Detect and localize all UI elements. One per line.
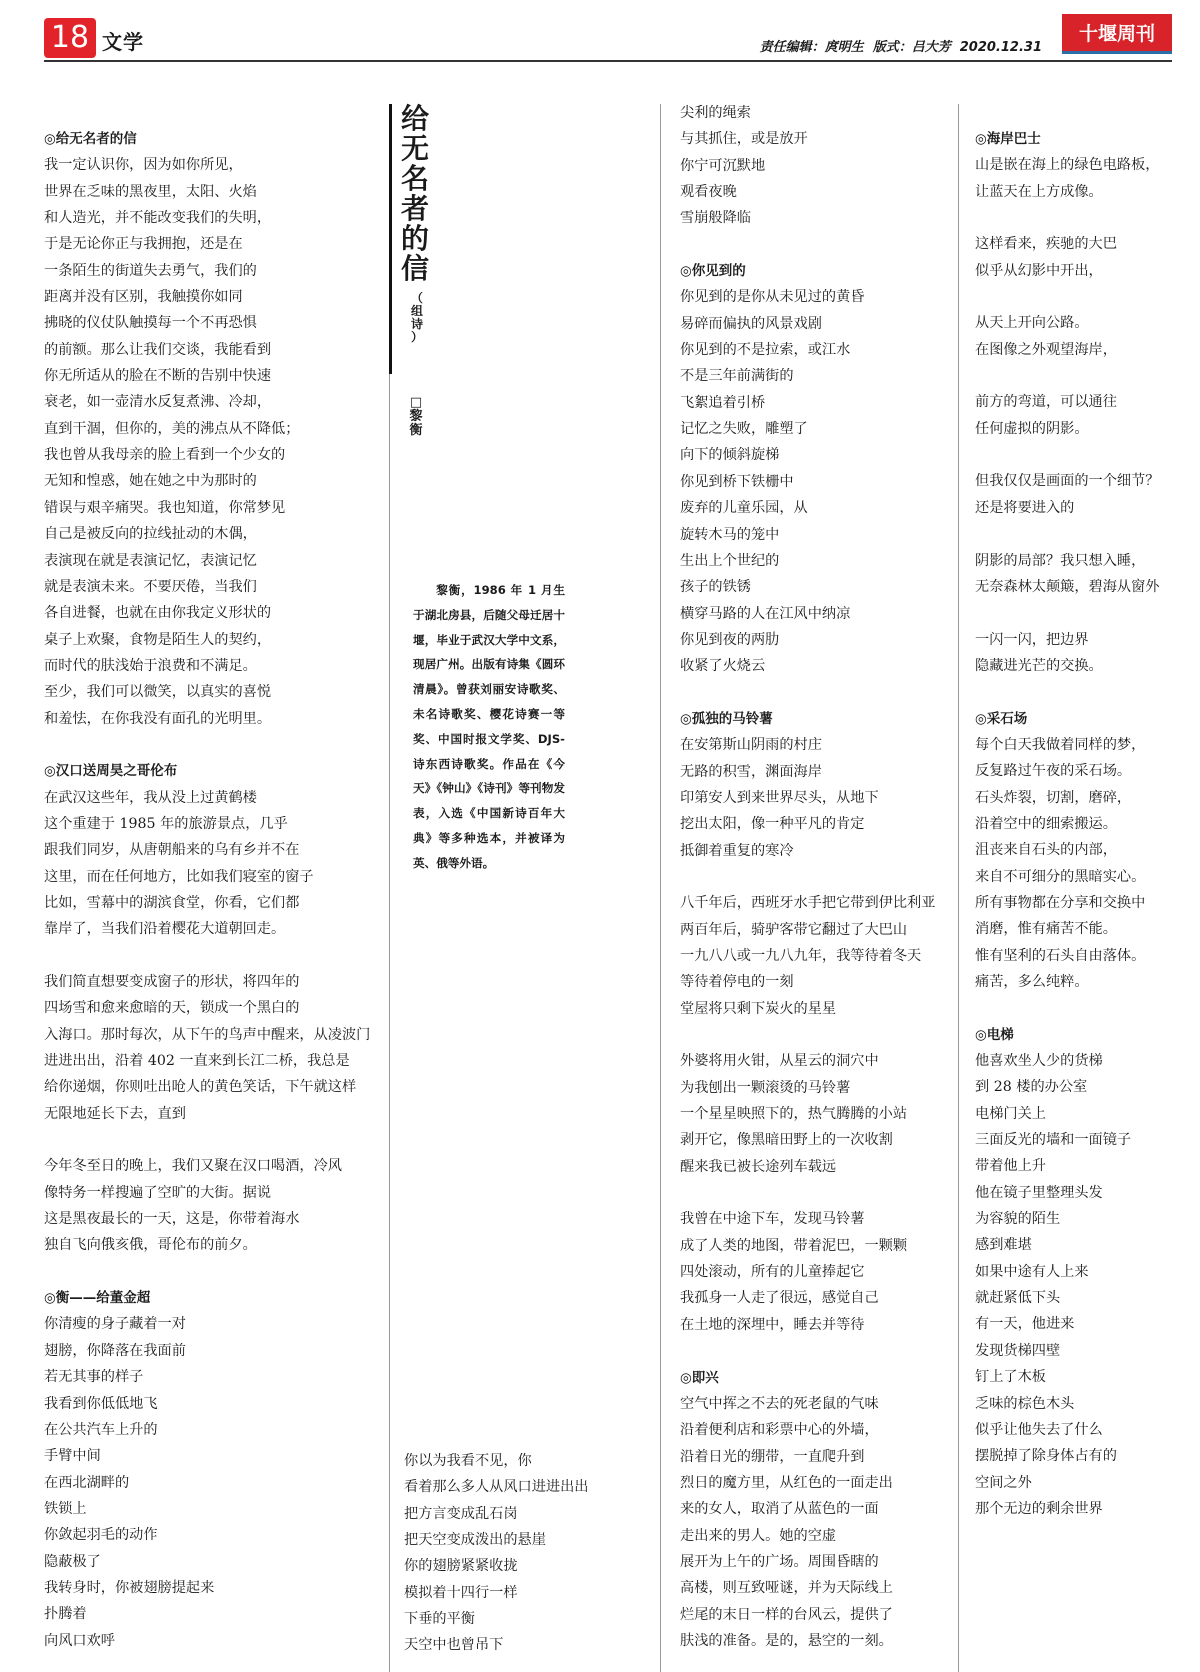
poem-line: 一闪一闪，把边界	[975, 631, 1089, 648]
poem-line: 翅膀，你降落在我面前	[44, 1342, 186, 1359]
editor-credits: 责任编辑：庹明生 版式：吕大芳 2020.12.31	[759, 40, 1042, 55]
poem-line: 你见到夜的两肋	[680, 631, 780, 648]
poem-line: 不是三年前满街的	[680, 368, 794, 385]
poem-line: 有一天，他进来	[975, 1316, 1075, 1333]
poem-line: 旋转木马的笼中	[680, 526, 780, 543]
poem-line: 比如，雪幕中的湖滨食堂，你看，它们都	[44, 894, 300, 911]
poem-line: 来自不可细分的黑暗实心。	[975, 868, 1146, 885]
poem-line: 就是表演未来。不要厌倦，当我们	[44, 578, 257, 595]
poem-line: 这里，而在任何地方，比如我们寝室的窗子	[44, 868, 314, 885]
poem-heading: ◎衡——给董金超	[44, 1290, 151, 1307]
poem-line: 的前额。那么让我们交谈，我能看到	[44, 341, 272, 358]
poem-line: 各自进餐，也就在由你我定义形状的	[44, 605, 272, 622]
column-2-poem	[404, 1448, 588, 1659]
poem-line: 在西北湖畔的	[44, 1474, 130, 1491]
poem-heading: ◎电梯	[975, 1026, 1014, 1043]
poem-line: 若无其事的样子	[44, 1369, 144, 1386]
poem-line: 让蓝天在上方成像。	[975, 183, 1103, 200]
poem-line	[975, 205, 1159, 231]
poem-line: 我转身时，你被翅膀提起来	[44, 1579, 215, 1596]
poem-line: 世界在乏味的黑夜里，太阳、火焰	[44, 183, 257, 200]
poem-line: 错误与艰辛痛哭。我也知道，你常梦见	[44, 499, 286, 516]
poem-line: 你敛起羽毛的动作	[44, 1527, 158, 1544]
poem-line: 展开为上午的广场。周围昏瞎的	[680, 1553, 879, 1570]
title-rule	[389, 104, 392, 374]
poem-line: 反复路过午夜的采石场。	[975, 763, 1132, 780]
poem-heading: ◎汉口送周昊之哥伦布	[44, 763, 178, 780]
poem-line: 我一定认识你，因为如你所见，	[44, 157, 243, 174]
poem-line: 消磨，惟有痛苦不能。	[975, 921, 1117, 938]
poem-line: 你的翅膀紧紧收拢	[404, 1558, 518, 1575]
poem-line: 废弃的儿童乐园，从	[680, 500, 808, 517]
poem-line: 尖利的绳索	[680, 105, 751, 121]
poem-line	[975, 284, 1159, 310]
poem-line: 收紧了火烧云	[680, 658, 766, 675]
title-subtitle: （ 组 诗 ）	[410, 291, 423, 344]
poem-line: 你见到桥下铁栅中	[680, 473, 794, 490]
poem-line: 跟我们同岁，从唐朝船来的乌有乡并不在	[44, 842, 300, 859]
poem-line: 表演现在就是表演记忆，表演记忆	[44, 552, 257, 569]
poem-line: 如果中途有人上来	[975, 1263, 1089, 1280]
poem-line: 把方言变成乱石岗	[404, 1505, 518, 1522]
poem-line: 手臂中间	[44, 1448, 101, 1465]
poem-line: 至少，我们可以微笑，以真实的喜悦	[44, 684, 272, 701]
poem-line	[975, 363, 1159, 389]
poem-line: 隐蔽极了	[44, 1553, 101, 1570]
poem-line: 两百年后，骑驴客带它翻过了大巴山	[680, 921, 908, 938]
poem-line: 靠岸了，当我们沿着樱花大道朝回走。	[44, 921, 286, 938]
poem-line: 我孤身一人走了很远，感觉自己	[680, 1290, 879, 1307]
newspaper-logo: 十堰周刊	[1062, 14, 1172, 54]
poem-line: 成了人类的地图，带着泥巴，一颗颗	[680, 1237, 908, 1254]
poem-line: 来的女人，取消了从蓝色的一面	[680, 1501, 879, 1518]
poem-line: 在武汉这些年，我从没上过黄鹤楼	[44, 789, 257, 806]
poem-line: 你以为我看不见，你	[404, 1453, 532, 1469]
poem-line: 带着他上升	[975, 1158, 1046, 1175]
poem-heading: ◎给无名者的信	[44, 131, 137, 147]
poem-line: 抵御着重复的寒冷	[680, 842, 794, 859]
poem-line: 但我仅仅是画面的一个细节？	[975, 473, 1160, 490]
poem-line: 把天空变成泼出的悬崖	[404, 1532, 546, 1549]
poem-line: 距离并没有区别，我触摸你如同	[44, 289, 243, 306]
poem-line: 扑腾着	[44, 1606, 87, 1623]
poem-line: 就赶紧低下头	[975, 1290, 1061, 1307]
poem-line: 三面反光的墙和一面镜子	[975, 1132, 1132, 1149]
page-number: 18	[44, 18, 96, 58]
poem-line: 山是嵌在海上的绿色电路板，	[975, 157, 1160, 174]
poem-line: 他喜欢坐人少的货梯	[975, 1053, 1103, 1070]
poem-line	[680, 680, 935, 706]
poem-line: 沮丧来自石头的内部，	[975, 842, 1117, 859]
poem-line: 一条陌生的街道失去勇气，我们的	[44, 262, 257, 279]
poem-line: 无知和惶惑，她在她之中为那时的	[44, 473, 257, 490]
poem-line: 外婆将用火钳，从星云的洞穴中	[680, 1053, 879, 1070]
poem-line	[680, 1022, 935, 1048]
poem-line: 我也曾从我母亲的脸上看到一个少女的	[44, 447, 286, 464]
poem-line: 在公共汽车上升的	[44, 1421, 158, 1438]
poem-line: 堂屋将只剩下炭火的星星	[680, 1000, 837, 1017]
poem-line: 像特务一样搜遍了空旷的大街。据说	[44, 1184, 272, 1201]
poem-line: 雪崩般降临	[680, 210, 751, 227]
poem-line: 记忆之失败，雕塑了	[680, 421, 808, 438]
section-name: 文学	[102, 30, 144, 54]
poem-heading: ◎采石场	[975, 710, 1028, 727]
poem-line: 你无所适从的脸在不断的告别中快速	[44, 368, 272, 385]
poem-line: 从天上开向公路。	[975, 315, 1089, 332]
poem-line: 与其抓住，或是放开	[680, 131, 808, 148]
poem-line: 和人造光，并不能改变我们的失明，	[44, 210, 272, 227]
poem-line: 高楼，则互致哑谜，并为天际线上	[680, 1580, 893, 1597]
poem-line: 这是黑夜最长的一天，这是，你带着海水	[44, 1211, 300, 1228]
poem-line: 于是无论你正与我拥抱，还是在	[44, 236, 243, 253]
poem-line	[44, 732, 370, 758]
poem-heading: ◎你见到的	[680, 263, 746, 280]
poem-line: 直到干涸，但你的，美的沸点从不降低；	[44, 420, 300, 437]
poem-line: 今年冬至日的晚上，我们又聚在汉口喝酒，冷风	[44, 1158, 342, 1175]
poem-line: 石头炸裂，切割，磨碎，	[975, 789, 1132, 806]
poem-line: 痛苦，多么纯粹。	[975, 974, 1089, 990]
poem-line: 醒来我已被长途列车载远	[680, 1158, 837, 1175]
poem-title: 给 无 名 者 的 信	[400, 102, 429, 285]
poem-line: 为容貌的陌生	[975, 1211, 1061, 1228]
poem-line: 八千年后，西班牙水手把它带到伊比利亚	[680, 895, 936, 912]
poem-line: 似乎从幻影中开出，	[975, 262, 1103, 279]
poem-line: 肤浅的准备。是的，悬空的一刻。	[680, 1632, 893, 1649]
poem-line: 一九八八或一九八九年，我等待着冬天	[680, 948, 922, 964]
poem-line: 你宁可沉默地	[680, 157, 766, 174]
poem-line	[44, 1259, 370, 1285]
poem-line: 发现货梯四壁	[975, 1342, 1061, 1359]
poem-line: 烂尾的末日一样的台风云，提供了	[680, 1606, 893, 1623]
poem-line: 给你递烟，你则吐出呛人的黄色笑话，下午就这样	[44, 1079, 357, 1096]
author-byline: □ 黎 衡	[409, 395, 423, 438]
poem-line: 而时代的肤浅始于浪费和不满足。	[44, 657, 257, 674]
poem-line: 向下的倾斜旋梯	[680, 447, 780, 464]
poem-line: 走出来的男人。她的空虚	[680, 1527, 837, 1544]
poem-line: 等待着停电的一刻	[680, 974, 794, 991]
poem-line: 你见到的不是拉索，或江水	[680, 342, 851, 359]
poem-heading: ◎即兴	[680, 1369, 719, 1386]
poem-line: 生出上个世纪的	[680, 552, 780, 569]
poem-line: 桌子上欢聚，食物是陌生人的契约，	[44, 631, 272, 648]
poem-line: 我们简直想要变成窗子的形状，将四年的	[44, 974, 300, 990]
column-1	[44, 126, 370, 1654]
poem-line	[44, 943, 370, 969]
poem-line: 进进出出，沿着 402 一直来到长江二桥，我总是	[44, 1053, 350, 1070]
poem-line	[975, 521, 1159, 547]
poem-line: 烈日的魔方里，从红色的一面走出	[680, 1474, 893, 1491]
poem-line	[975, 442, 1159, 468]
poem-line	[680, 232, 935, 258]
poem-line: 还是将要进入的	[975, 499, 1075, 516]
poem-line: 孩子的铁锈	[680, 579, 751, 596]
poem-line: 到 28 楼的办公室	[975, 1079, 1088, 1096]
poem-line: 乏味的棕色木头	[975, 1395, 1075, 1412]
poem-line: 印第安人到来世界尽头，从地下	[680, 789, 879, 806]
poem-line: 拂晓的仪仗队触摸每一个不再恐惧	[44, 315, 257, 332]
poem-line: 一个星星映照下的，热气腾腾的小站	[680, 1106, 908, 1123]
column-3	[680, 100, 935, 1654]
poem-line: 自己是被反向的拉线扯动的木偶，	[44, 526, 257, 543]
poem-line	[975, 995, 1159, 1021]
poem-line: 所有事物都在分享和交换中	[975, 894, 1146, 911]
poem-line: 剥开它，像黑暗田野上的一次收割	[680, 1132, 893, 1149]
poem-line: 沿着日光的绷带，一直爬升到	[680, 1448, 865, 1465]
column-divider-2	[660, 104, 661, 1672]
poem-line: 阴影的局部？我只想入睡，	[975, 552, 1146, 569]
column-4	[975, 126, 1159, 1522]
poem-line: 四处滚动，所有的儿童捧起它	[680, 1264, 865, 1281]
poem-line: 无奈森林太颠簸，碧海从窗外	[975, 578, 1160, 595]
poem-line	[680, 1338, 935, 1364]
poem-line: 无限地延长下去，直到	[44, 1105, 186, 1122]
poem-line: 隐藏进光芒的交换。	[975, 657, 1103, 674]
poem-line: 向风口欢呼	[44, 1632, 115, 1649]
poem-line: 感到难堪	[975, 1237, 1032, 1254]
poem-line: 沿着便利店和彩票中心的外墙，	[680, 1422, 879, 1439]
poem-line: 入海口。那时每次，从下午的鸟声中醒来，从凌波门	[44, 1026, 371, 1043]
poem-line: 你见到的是你从未见过的黄昏	[680, 289, 865, 306]
poem-line: 惟有坚利的石头自由落体。	[975, 947, 1146, 964]
poem-heading: ◎海岸巴士	[975, 131, 1041, 147]
poem-line: 那个无边的剩余世界	[975, 1500, 1103, 1517]
poem-line: 独自飞向俄亥俄，哥伦布的前夕。	[44, 1237, 257, 1254]
poem-line: 在安第斯山阴雨的村庄	[680, 737, 822, 754]
poem-line: 铁锁上	[44, 1500, 87, 1517]
poem-line: 飞絮追着引桥	[680, 394, 766, 411]
poem-line: 这样看来，疾驰的大巴	[975, 236, 1117, 253]
poem-line	[680, 1180, 935, 1206]
poem-line: 空气中挥之不去的死老鼠的气味	[680, 1395, 879, 1412]
poem-line: 易碎而偏执的风景戏剧	[680, 315, 822, 332]
poem-line: 空间之外	[975, 1474, 1032, 1491]
poem-line: 我看到你低低地飞	[44, 1395, 158, 1412]
poem-line: 摆脱掉了除身体占有的	[975, 1448, 1117, 1465]
poem-line: 观看夜晚	[680, 184, 737, 201]
page-header	[44, 14, 1172, 60]
poem-line	[975, 679, 1159, 705]
poem-line: 这个重建于 1985 年的旅游景点，几乎	[44, 815, 288, 832]
poem-line: 似乎让他失去了什么	[975, 1421, 1103, 1438]
poem-line: 我曾在中途下车，发现马铃薯	[680, 1211, 865, 1228]
poem-line: 无路的积雪，渊面海岸	[680, 763, 822, 780]
poem-line: 在图像之外观望海岸，	[975, 341, 1117, 358]
poem-line	[680, 864, 935, 890]
poem-line: 他在镜子里整理头发	[975, 1184, 1103, 1201]
poem-line: 钉上了木板	[975, 1369, 1046, 1386]
poem-line: 电梯门关上	[975, 1105, 1046, 1122]
poem-line: 挖出太阳，像一种平凡的肯定	[680, 816, 865, 833]
poem-line: 衰老，如一壶清水反复煮沸、冷却，	[44, 394, 272, 411]
poem-line: 沿着空中的细索搬运。	[975, 815, 1117, 832]
poem-line: 任何虚拟的阴影。	[975, 420, 1089, 437]
poem-line: 横穿马路的人在江风中纳凉	[680, 605, 851, 622]
poem-line: 每个白天我做着同样的梦，	[975, 736, 1146, 753]
author-bio: 黎衡，1986 年 1 月生于湖北房县，后随父母迁居十堰，毕业于武汉大学中文系，现居广州。出版有诗集《圆环清晨》。曾获刘丽安诗歌奖、未名诗歌奖、樱花诗赛一等奖、中国时报文学奖、DJS-诗东西诗歌奖。作品在《今天》《钟山》《诗刊》等刊物发表，入选《中国新诗百年大典》等多种选本，并被译为英、俄等外语。	[413, 583, 565, 870]
poem-line: 为我刨出一颗滚烫的马铃薯	[680, 1079, 851, 1096]
poem-line: 在土地的深埋中，睡去并等待	[680, 1316, 865, 1333]
column-divider-1	[389, 374, 390, 1672]
column-divider-3	[958, 104, 959, 1672]
poem-line: 模拟着十四行一样	[404, 1584, 518, 1601]
poem-line: 前方的弯道，可以通往	[975, 394, 1117, 411]
poem-line	[975, 600, 1159, 626]
poem-line: 下垂的平衡	[404, 1611, 475, 1628]
poem-line: 看着那么多人从风口进进出出	[404, 1479, 589, 1496]
header-rule	[44, 60, 1172, 62]
poem-line: 你清瘦的身子藏着一对	[44, 1316, 186, 1333]
poem-line	[44, 1127, 370, 1153]
poem-line: 天空中也曾吊下	[404, 1637, 504, 1654]
poem-line: 和羞怯，在你我没有面孔的光明里。	[44, 710, 272, 727]
poem-heading: ◎孤独的马铃薯	[680, 710, 773, 727]
poem-line: 四场雪和愈来愈暗的天，锁成一个黑白的	[44, 1000, 300, 1017]
